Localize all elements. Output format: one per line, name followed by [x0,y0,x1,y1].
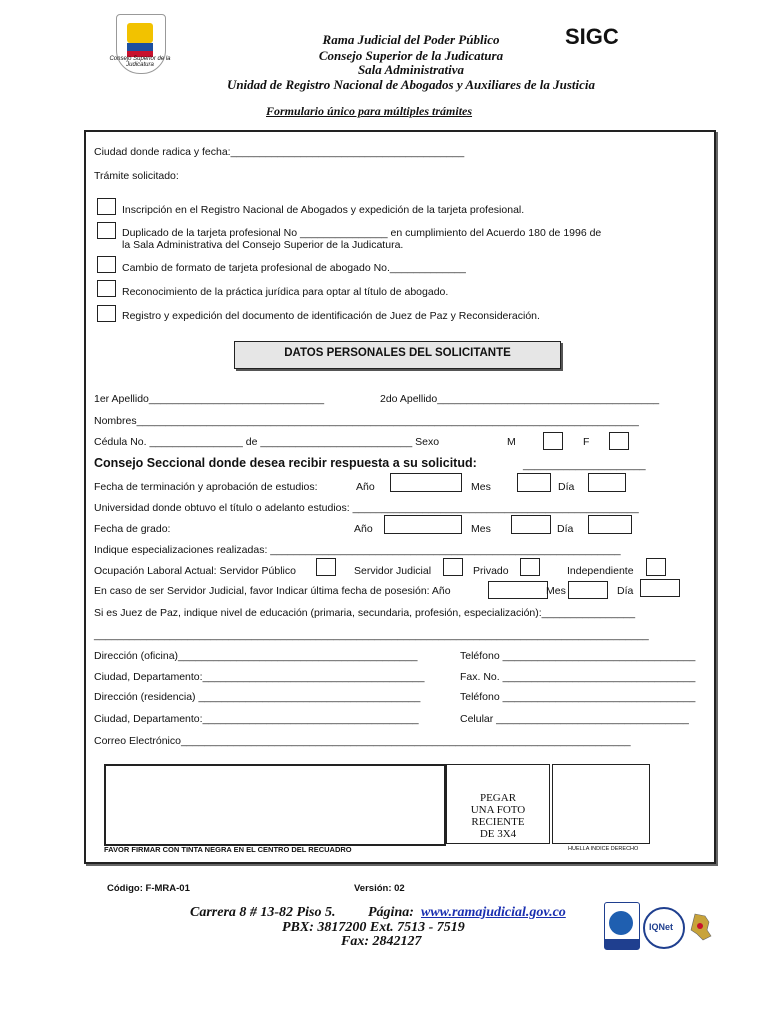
privado-checkbox[interactable] [520,558,540,576]
terminacion-dia-box[interactable] [588,473,626,492]
option-cambio-label: Cambio de formato de tarjeta profesional de abogado No._____________ [122,262,466,274]
terminacion-mes-box[interactable] [517,473,551,492]
posesion-dia-label: Día [617,585,634,597]
grado-dia-box[interactable] [588,515,632,534]
grado-mes-box[interactable] [511,515,551,534]
servidor-judicial-label: Servidor Judicial [354,565,432,577]
huella-label: HUELLA INDICE DERECHO [568,846,639,852]
header-line-2: Consejo Superior de la Judicatura [318,48,504,63]
universidad-field[interactable]: Universidad donde obtuvo el título o adelanto estudios: _________________________________________________ [94,502,639,514]
firma-box[interactable] [104,764,446,846]
codigo-label: Código: F-MRA-01 [107,883,190,894]
option-inscripcion-checkbox[interactable] [97,198,116,215]
footer-pagina-label: Página: [368,905,414,920]
privado-label: Privado [473,565,509,577]
option-duplicado-checkbox[interactable] [97,222,116,239]
grado-ano-label: Año [354,523,373,535]
iqnet-seal-icon [643,907,685,949]
sigc-label: SIGC [565,24,619,49]
firma-label: FAVOR FIRMAR CON TINTA NEGRA EN EL CENTRO DEL RECUADRO [104,845,352,854]
option-inscripcion-label: Inscripción en el Registro Nacional de Abogados y expedición de la tarjeta profesional. [122,204,525,216]
option-cambio-checkbox[interactable] [97,256,116,273]
fecha-grado-label: Fecha de grado: [94,523,171,535]
grado-ano-box[interactable] [384,515,462,534]
foto-text-2: UNA FOTO [470,804,526,816]
posesion-ano-box[interactable] [488,581,548,599]
telefono-residencia-field[interactable]: Teléfono _________________________________ [460,691,696,703]
option-reconocimiento-label: Reconocimiento de la práctica jurídica para optar al título de abogado. [122,286,449,298]
grado-dia-label: Día [557,523,574,535]
logo-caption: Consejo Superior de la Judicatura [109,56,171,68]
sexo-f-label: F [583,436,590,448]
telefono-oficina-field[interactable]: Teléfono _________________________________ [460,650,696,662]
option-juez-paz-checkbox[interactable] [97,305,116,322]
header-line-3: Sala Administrativa [357,62,465,77]
header-line-4: Unidad de Registro Nacional de Abogados y Auxiliares de la Justicia [226,77,596,92]
footer-address: Carrera 8 # 13-82 Piso 5. [190,905,336,920]
cedula-field[interactable]: Cédula No. ________________ de __________________________ Sexo [94,436,440,448]
option-juez-paz-label: Registro y expedición del documento de identificación de Juez de Paz y Reconsideración. [122,310,540,322]
icontec-seal-icon [604,902,640,950]
posesion-label: En caso de ser Servidor Judicial, favor Indicar última fecha de posesión: Año [94,585,451,597]
servidor-publico-checkbox[interactable] [316,558,336,576]
terminacion-mes-label: Mes [471,481,491,493]
footer-fax: Fax: 2842127 [341,934,422,949]
huella-box[interactable] [552,764,650,844]
foto-text-1: PEGAR [479,792,517,804]
direccion-oficina-field[interactable]: Dirección (oficina)_________________________________________ [94,650,418,662]
terminacion-ano-label: Año [356,481,375,493]
direccion-residencia-field[interactable]: Dirección (residencia) ______________________________________ [94,691,421,703]
ocupacion-label: Ocupación Laboral Actual: Servidor Público [94,565,296,577]
servidor-judicial-checkbox[interactable] [443,558,463,576]
sexo-f-checkbox[interactable] [609,432,629,450]
celular-field[interactable]: Celular _________________________________ [460,713,689,725]
posesion-mes-label: Mes [546,585,566,597]
footer-pbx: PBX: 3817200 Ext. 7513 - 7519 [282,920,465,935]
fax-field[interactable]: Fax. No. _________________________________ [460,671,696,683]
fecha-terminacion-label: Fecha de terminación y aprobación de estudios: [94,481,318,493]
consejo-field[interactable]: _____________________ [523,459,646,471]
independiente-label: Independiente [567,565,634,577]
version-label: Versión: 02 [354,883,405,894]
especializaciones-field[interactable]: Indique especializaciones realizadas: ____________________________________________________________ [94,544,621,556]
nombres-field[interactable]: Nombres______________________________________________________________________________________ [94,415,639,427]
correo-field[interactable]: Correo Electrónico_____________________________________________________________________________ [94,735,631,747]
colombia-map-icon [687,912,715,942]
terminacion-dia-label: Día [558,481,575,493]
footer-url-link[interactable]: www.ramajudicial.gov.co [421,905,566,920]
consejo-label: Consejo Seccional donde desea recibir respuesta a su solicitud: [94,456,477,470]
juez-paz-field[interactable]: Si es Juez de Paz, indique nivel de educación (primaria, secundaria, profesión, especialización):________________ [94,607,636,619]
header-line-1: Rama Judicial del Poder Público [322,32,500,47]
sexo-m-label: M [507,436,516,448]
apellido2-field[interactable]: 2do Apellido______________________________________ [380,393,660,405]
posesion-dia-box[interactable] [640,579,680,597]
terminacion-ano-box[interactable] [390,473,462,492]
form-subtitle: Formulario único para múltiples trámites [266,104,473,118]
ciudad-departamento-1-field[interactable]: Ciudad, Departamento:______________________________________ [94,671,425,683]
foto-text-4: DE 3X4 [479,828,517,840]
blank-line[interactable]: _______________________________________________________________________________________________ [94,629,649,641]
grado-mes-label: Mes [471,523,491,535]
sexo-m-checkbox[interactable] [543,432,563,450]
option-duplicado-label: Duplicado de la tarjeta profesional No _______________ en cumplimiento del Acuerdo 180 de 1996 de [122,227,602,239]
apellido1-field[interactable]: 1er Apellido______________________________ [94,393,325,405]
posesion-mes-box[interactable] [568,581,608,599]
option-duplicado-label-2: la Sala Administrativa del Consejo Superior de la Judicatura. [122,239,404,251]
tramite-label: Trámite solicitado: [94,170,179,182]
foto-text-3: RECIENTE [471,816,525,828]
iqnet-seal-text: IQNet [649,922,674,932]
independiente-checkbox[interactable] [646,558,666,576]
option-reconocimiento-checkbox[interactable] [97,280,116,297]
ciudad-departamento-2-field[interactable]: Ciudad, Departamento:_____________________________________ [94,713,419,725]
section-title: DATOS PERSONALES DEL SOLICITANTE [284,347,511,359]
ciudad-fecha-field[interactable]: Ciudad donde radica y fecha:________________________________________ [94,146,465,158]
